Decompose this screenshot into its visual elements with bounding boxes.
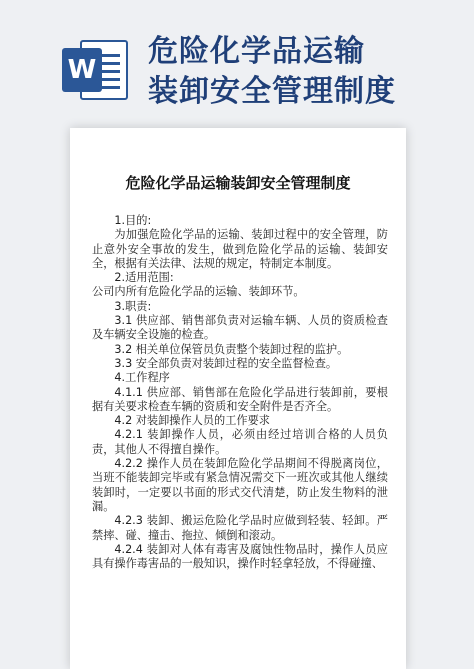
banner-title [148,32,458,112]
document-paragraph: 3.职责: [114,299,152,313]
document-paragraph: 4.2.3 装卸、搬运危险化学品时应做到轻装、轻卸。严禁摔、碰、撞击、拖拉、倾倒和滚动。 [92,514,388,542]
document-title: 危险化学品运输装卸安全管理制度 [125,174,351,192]
document-paragraph: 4.2.2 操作人员在装卸危险化学品期间不得脱离岗位，当班不能装卸完毕或有紧急情况需交下一班次或其他人继续装卸时，一定要以书面的形式交代清楚，防止发生物料的泄漏。 [92,457,388,513]
document-paragraph: 1.目的: [114,214,152,227]
word-logo-letter: W [62,48,102,92]
banner [0,0,474,122]
word-document-icon [62,38,130,102]
document-body [92,214,388,571]
banner-title-line-2: 装卸安全管理制度 [148,74,396,109]
document-paragraph: 4.工作程序 [114,371,170,385]
document-paragraph: 4.1.1 供应部、销售部在危险化学品进行装卸前，要根据有关要求检查车辆的资质和安全附件是否齐全。 [92,385,388,413]
document-paragraph: 3.2 相关单位保管员负责整个装卸过程的监护。 [114,342,349,356]
document-paragraph: 4.2.1 装卸操作人员，必须由经过培训合格的人员负责，其他人不得擅自操作。 [92,428,388,456]
document-paragraph: 公司内所有危险化学品的运输、装卸环节。 [92,285,305,299]
document-page [70,128,406,669]
document-paragraph: 为加强危险化学品的运输、装卸过程中的安全管理，防止意外安全事故的发生，做到危险化学品的运输、装卸安全，根据有关法律、法规的规定，特制定本制度。 [92,228,388,270]
document-paragraph: 4.2 对装卸操作人员的工作要求 [114,414,270,428]
banner-title-line-1: 危险化学品运输 [148,34,365,69]
document-paragraph: 4.2.4 装卸对人体有毒害及腐蚀性物品时，操作人员应具有操作毒害品的一般知识，操作时轻拿轻放，不得碰撞、 [92,542,388,571]
document-paragraph: 2.适用范围: [114,271,174,285]
document-paragraph: 3.3 安全部负责对装卸过程的安全监督检查。 [114,356,338,370]
document-paragraph: 3.1 供应部、销售部负责对运输车辆、人员的资质检查及车辆安全设施的检查。 [92,314,388,342]
